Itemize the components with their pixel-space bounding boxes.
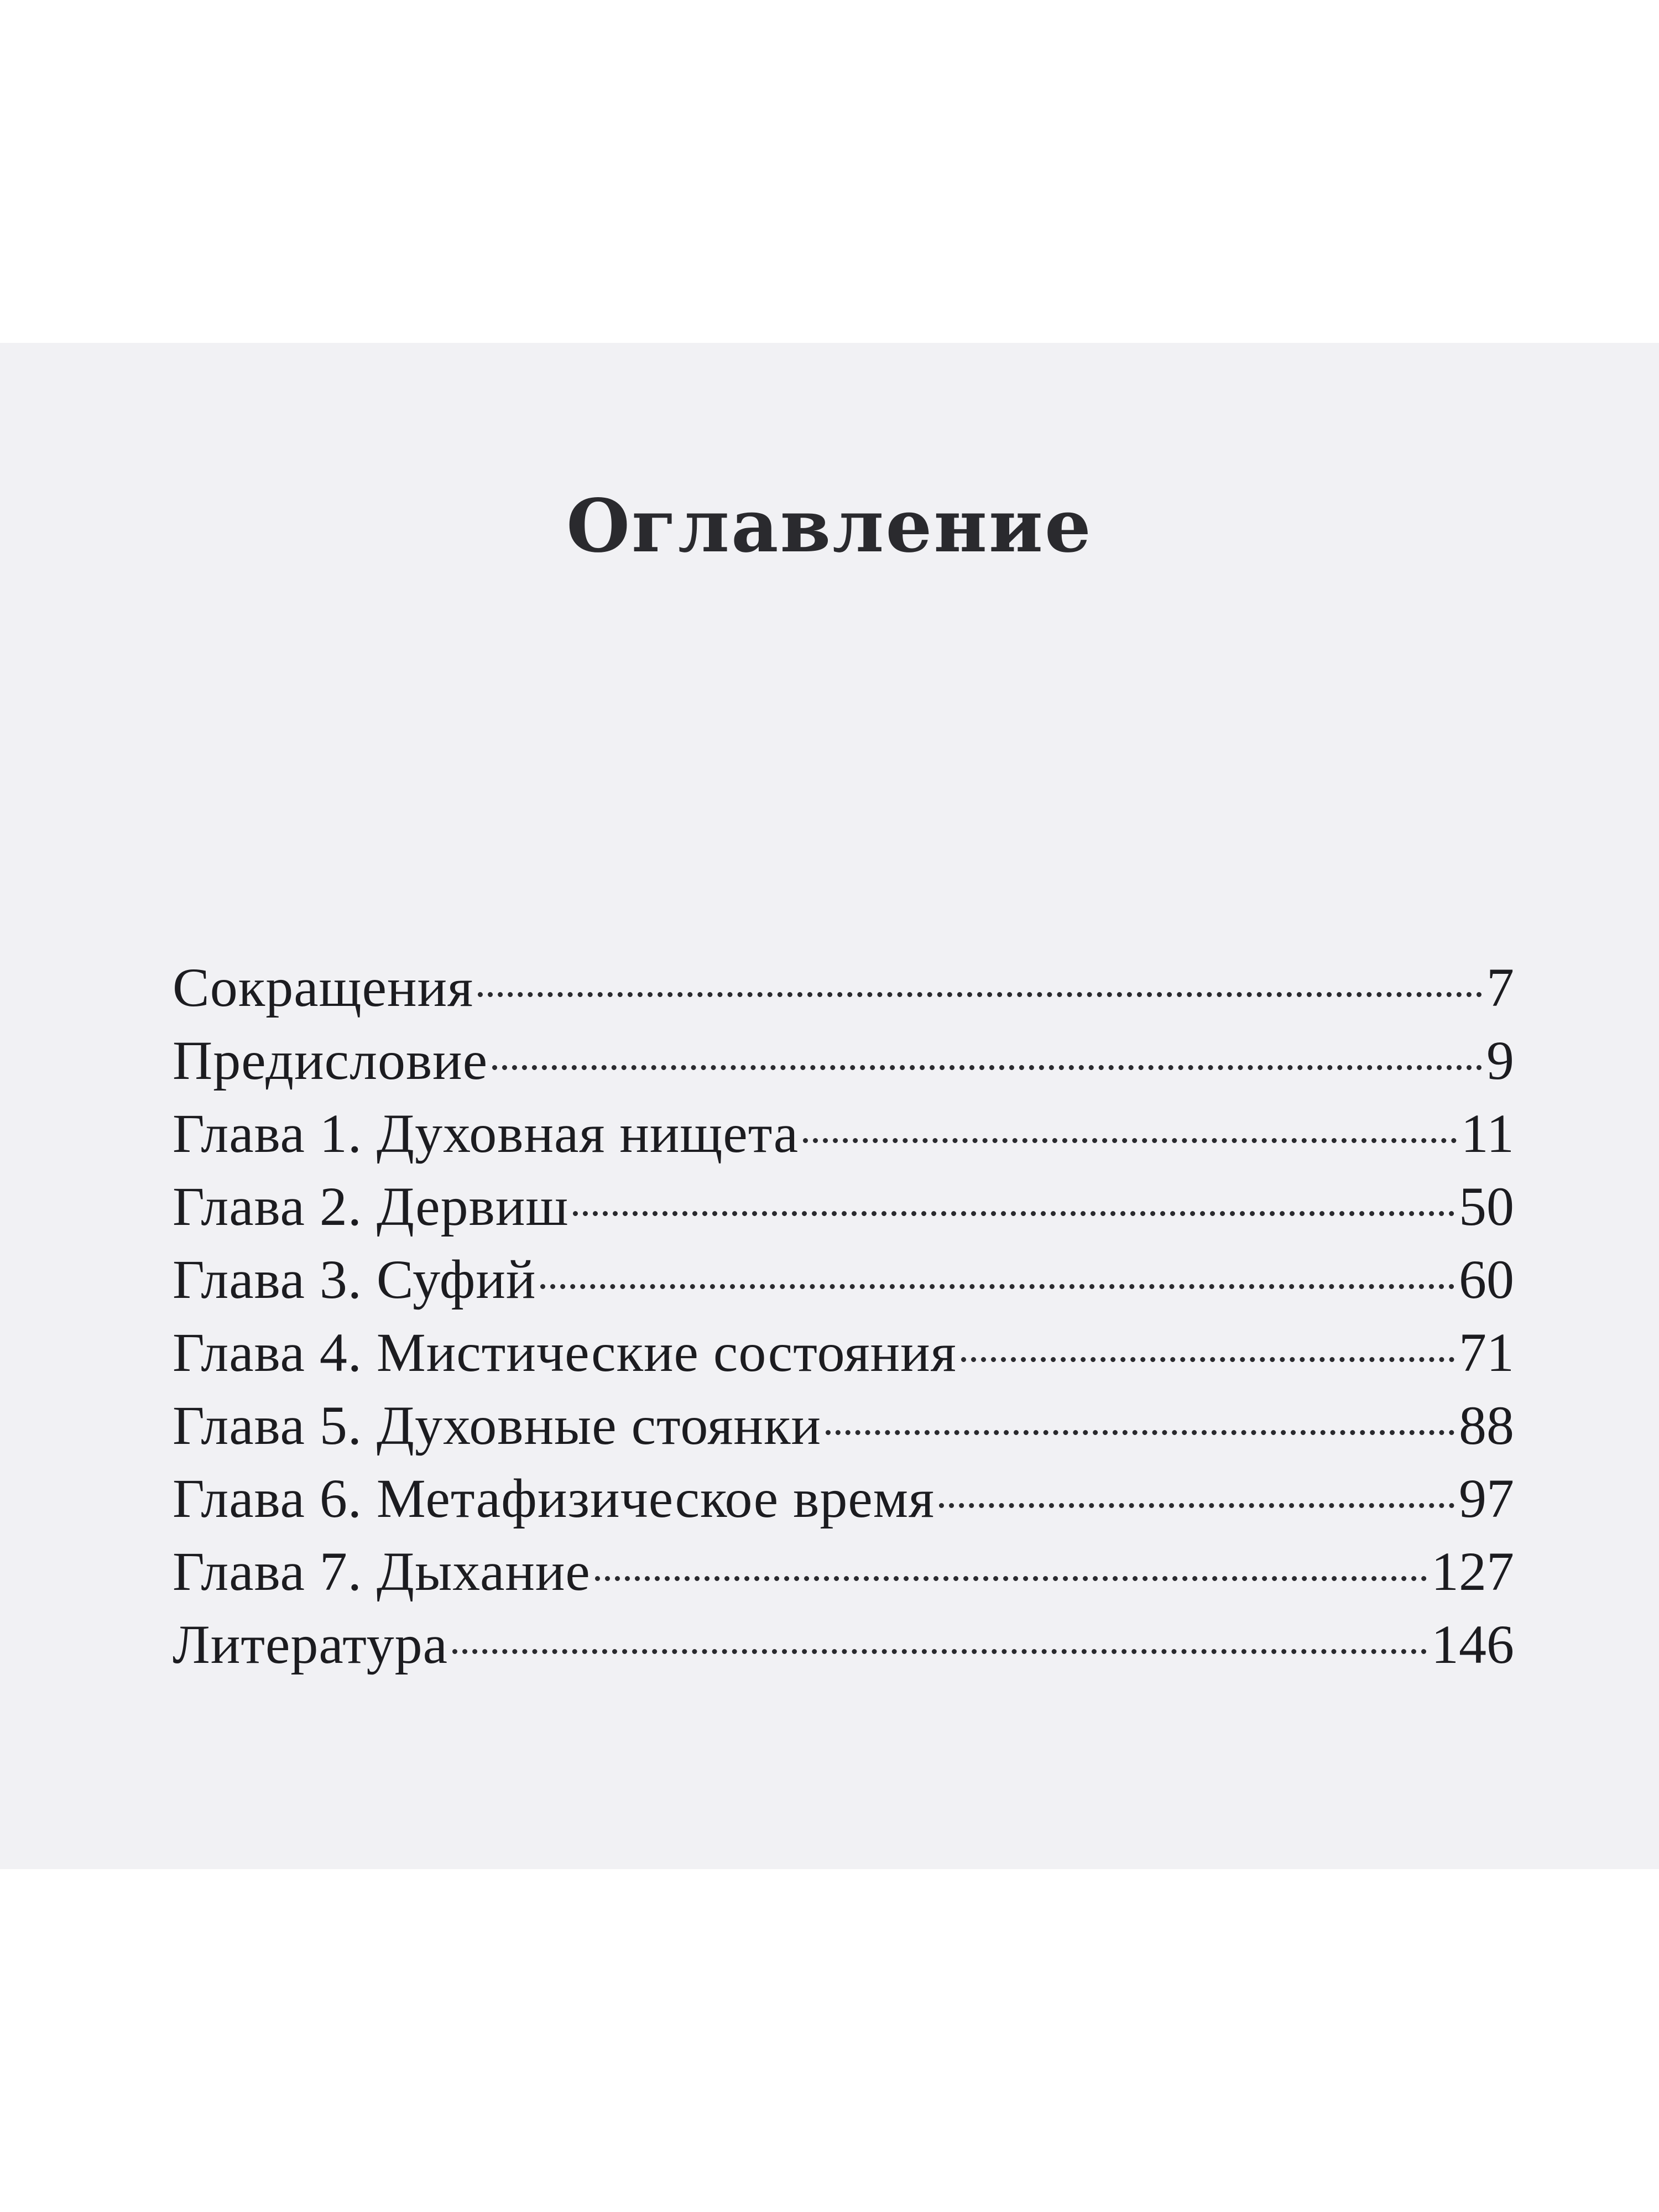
- dot-leader: [803, 1138, 1457, 1143]
- toc-entry-title: Сокращения: [173, 957, 474, 1018]
- toc-entry-title: Глава 3. Суфий: [173, 1249, 536, 1310]
- toc-entry-title: Глава 5. Духовные стоянки: [173, 1395, 822, 1456]
- toc-entry-title: Литература: [173, 1614, 448, 1675]
- toc-entry-page: 11: [1460, 1103, 1514, 1164]
- toc-entry-page: 7: [1486, 957, 1514, 1018]
- toc-entry-title: Глава 1. Духовная нищета: [173, 1103, 799, 1164]
- toc-entry-page: 97: [1459, 1468, 1514, 1529]
- dot-leader: [478, 992, 1482, 997]
- toc-entry-title: Глава 4. Мистические состояния: [173, 1322, 957, 1383]
- toc-entry-preface[interactable]: [173, 1024, 1514, 1097]
- toc-entry-bibliography[interactable]: [173, 1608, 1514, 1681]
- dot-leader: [961, 1357, 1454, 1362]
- toc-entry-chapter-4[interactable]: [173, 1316, 1514, 1389]
- toc-entry-chapter-1[interactable]: [173, 1097, 1514, 1170]
- toc-entry-title: Предисловие: [173, 1030, 488, 1091]
- dot-leader: [452, 1649, 1427, 1654]
- toc-entry-chapter-3[interactable]: [173, 1243, 1514, 1316]
- toc-entry-abbreviations[interactable]: [173, 951, 1514, 1024]
- toc-entry-page: 9: [1486, 1030, 1514, 1091]
- dot-leader: [826, 1430, 1454, 1435]
- toc-entry-page: 127: [1431, 1541, 1514, 1602]
- table-of-contents: [173, 951, 1514, 1681]
- toc-entry-chapter-2[interactable]: [173, 1170, 1514, 1243]
- toc-entry-title: Глава 7. Дыхание: [173, 1541, 591, 1602]
- toc-entry-title: Глава 6. Метафизическое время: [173, 1468, 935, 1529]
- toc-entry-page: 60: [1459, 1249, 1514, 1310]
- dot-leader: [939, 1503, 1454, 1508]
- toc-entry-page: 88: [1459, 1395, 1514, 1456]
- toc-entry-page: 146: [1431, 1614, 1514, 1675]
- page-title: Оглавление: [566, 483, 1093, 570]
- toc-entry-chapter-7[interactable]: [173, 1535, 1514, 1608]
- book-page: [0, 343, 1659, 1869]
- toc-entry-page: 71: [1459, 1322, 1514, 1383]
- dot-leader: [540, 1284, 1454, 1289]
- toc-entry-page: 50: [1459, 1176, 1514, 1237]
- dot-leader: [492, 1065, 1482, 1070]
- dot-leader: [573, 1211, 1454, 1216]
- dot-leader: [595, 1576, 1427, 1581]
- toc-entry-title: Глава 2. Дервиш: [173, 1176, 569, 1237]
- toc-entry-chapter-5[interactable]: [173, 1389, 1514, 1462]
- toc-entry-chapter-6[interactable]: [173, 1462, 1514, 1535]
